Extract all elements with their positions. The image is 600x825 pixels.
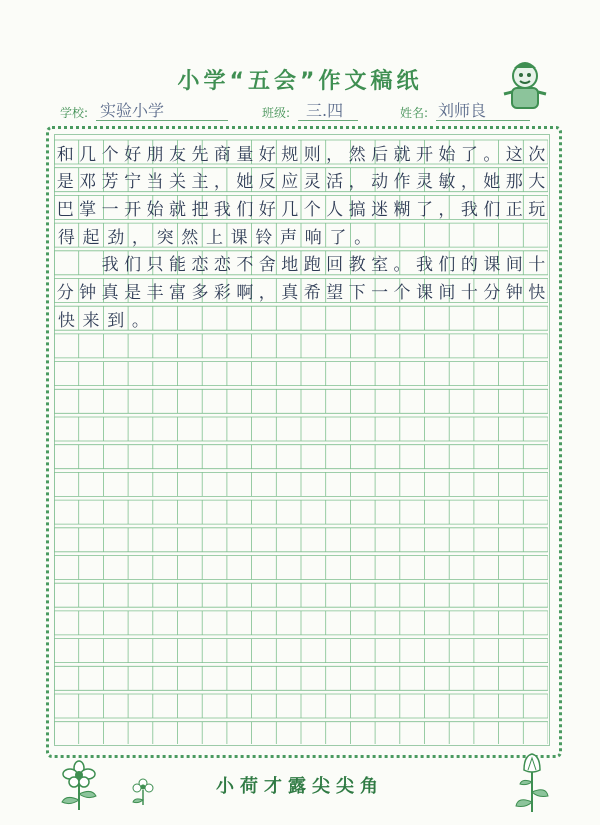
essay-line [54, 195, 548, 219]
essay-char: 起 [82, 227, 100, 248]
name-value: 刘师良 [438, 101, 487, 120]
essay-char: ， [348, 172, 366, 193]
essay-char: 我 [101, 255, 119, 276]
essay-char: 则 [303, 144, 321, 165]
essay-char [54, 251, 76, 275]
essay-char: 灵 [415, 172, 433, 193]
grid-row [54, 500, 548, 524]
small-flower-icon [130, 778, 156, 806]
essay-char: 我 [460, 199, 478, 220]
essay-char: 然 [348, 144, 366, 165]
essay-char: 彩 [213, 283, 231, 303]
name-label: 姓名: [400, 106, 429, 120]
essay-char: 课 [483, 255, 501, 276]
essay-char: 我 [213, 199, 231, 220]
essay-char: 间 [438, 283, 456, 303]
essay-char: 巴 [56, 199, 74, 220]
essay-char: 把 [191, 199, 209, 220]
essay-char: 。 [131, 310, 149, 331]
essay-char: 。 [393, 255, 411, 276]
essay-char: 这 [505, 144, 523, 165]
essay-char: 迷 [371, 199, 389, 220]
essay-char: 开 [124, 199, 142, 220]
grid-row [54, 528, 548, 552]
essay-char: 宁 [124, 172, 142, 193]
essay-char: 多 [191, 283, 209, 303]
essay-char: 来 [82, 310, 100, 331]
grid-row [54, 334, 548, 358]
essay-char: 应 [281, 172, 299, 193]
essay-char: 然 [181, 227, 199, 248]
essay-char: 糊 [393, 199, 411, 220]
essay-char: 了 [415, 199, 433, 220]
essay-char: 一 [371, 283, 389, 303]
essay-line [54, 168, 548, 192]
essay-char: 个 [393, 283, 411, 303]
essay-char: 大 [528, 172, 546, 193]
grid-row [54, 445, 548, 469]
essay-char: 那 [505, 172, 523, 193]
essay-char: 。 [483, 144, 501, 165]
essay-char: 十 [460, 283, 478, 303]
grid-row [54, 556, 548, 580]
essay-char: 规 [281, 144, 299, 165]
essay-char: 室 [371, 255, 389, 276]
essay-char: 上 [205, 227, 223, 248]
essay-char: 始 [146, 199, 164, 220]
grid-row [54, 694, 548, 718]
essay-char: 我 [415, 255, 433, 276]
essay-char: 主 [191, 172, 209, 193]
essay-char: 真 [101, 283, 119, 303]
essay-char: 的 [460, 255, 478, 276]
essay-line [54, 306, 548, 330]
essay-char: ， [460, 172, 478, 193]
essay-char: 下 [348, 283, 366, 303]
essay-char: 啊 [236, 283, 254, 303]
essay-char: 关 [168, 172, 186, 193]
essay-char: 几 [79, 144, 97, 165]
flower-icon [56, 760, 102, 812]
essay-char: 声 [280, 227, 298, 248]
grid-row [54, 611, 548, 635]
essay-line [54, 251, 548, 275]
essay-char: 铃 [255, 227, 273, 248]
essay-char: 先 [191, 144, 209, 165]
essay-char: 课 [415, 283, 433, 303]
essay-char: ， [258, 283, 276, 303]
essay-char: 恋 [191, 255, 209, 276]
grid-row [54, 362, 548, 386]
essay-char: 搞 [348, 199, 366, 220]
essay-char: 能 [168, 255, 186, 276]
page-title: 小学“五会”作文稿纸 [177, 69, 423, 94]
essay-char: 跑 [303, 255, 321, 276]
essay-char: 间 [505, 255, 523, 276]
essay-char: 朋 [146, 144, 164, 165]
grid-row [54, 639, 548, 663]
essay-char: 当 [146, 172, 164, 193]
essay-char: 快 [57, 310, 75, 331]
essay-char: 正 [505, 199, 523, 220]
essay-char: 好 [258, 199, 276, 220]
essay-char: 好 [124, 144, 142, 165]
essay-char: 望 [326, 283, 344, 303]
essay-char: 就 [393, 144, 411, 165]
essay-char: 活 [326, 172, 344, 193]
essay-char: 快 [528, 283, 546, 303]
essay-char: 了 [329, 227, 347, 248]
tulip-plant-icon [512, 752, 552, 814]
grid-row [54, 722, 548, 744]
grid-row [54, 389, 548, 413]
essay-char: ， [213, 172, 231, 193]
essay-char: 分 [56, 283, 74, 303]
essay-char: 地 [281, 255, 299, 276]
essay-char: 回 [326, 255, 344, 276]
essay-char [76, 251, 98, 275]
essay-char: 开 [415, 144, 433, 165]
essay-char: 芳 [101, 172, 119, 193]
essay-char: 劲 [107, 227, 125, 248]
essay-line [54, 140, 548, 164]
essay-char: 邓 [79, 172, 97, 193]
essay-char: 。 [354, 227, 372, 248]
essay-char: 突 [156, 227, 174, 248]
essay-char: 个 [303, 199, 321, 220]
essay-char: 舍 [258, 255, 276, 276]
class-value: 三.四 [306, 101, 344, 120]
essay-char: 真 [281, 283, 299, 303]
essay-char: 敏 [438, 172, 456, 193]
grid-row [54, 583, 548, 607]
footer-motto: 小荷才露尖尖角 [216, 776, 384, 797]
essay-char: 钟 [505, 283, 523, 303]
essay-char: ， [326, 144, 344, 165]
school-label: 学校: [60, 106, 89, 120]
school-value: 实验小学 [100, 101, 165, 120]
essay-char: 好 [258, 144, 276, 165]
essay-char: 个 [101, 144, 119, 165]
essay-char: 分 [483, 283, 501, 303]
essay-char: 几 [281, 199, 299, 220]
essay-char: 响 [304, 227, 322, 248]
essay-char: 只 [146, 255, 164, 276]
essay-char: 她 [483, 172, 501, 193]
essay-char: 丰 [146, 283, 164, 303]
essay-char: 掌 [79, 199, 97, 220]
essay-char: 友 [168, 144, 186, 165]
essay-char: 始 [438, 144, 456, 165]
essay-char: 们 [483, 199, 501, 220]
essay-char: 得 [57, 227, 75, 248]
essay-char: 到 [107, 310, 125, 331]
essay-char: 反 [258, 172, 276, 193]
essay-char: 希 [303, 283, 321, 303]
grid-row [54, 472, 548, 496]
essay-char: 就 [168, 199, 186, 220]
grid-row [54, 666, 548, 690]
essay-char: 后 [371, 144, 389, 165]
essay-char: 是 [56, 172, 74, 193]
essay-line [54, 223, 548, 247]
essay-char: 人 [326, 199, 344, 220]
essay-char: 了 [460, 144, 478, 165]
grid-row [54, 417, 548, 441]
essay-char: 恋 [213, 255, 231, 276]
essay-char: 们 [124, 255, 142, 276]
essay-char: 不 [236, 255, 254, 276]
essay-char: 动 [371, 172, 389, 193]
essay-char: 灵 [303, 172, 321, 193]
essay-char: 她 [236, 172, 254, 193]
essay-char: 课 [230, 227, 248, 248]
essay-char: 钟 [79, 283, 97, 303]
class-label: 班级: [262, 106, 291, 120]
essay-char: 一 [101, 199, 119, 220]
essay-char: ， [438, 199, 456, 220]
essay-char: 次 [528, 144, 546, 165]
essay-char: 们 [236, 199, 254, 220]
essay-char: ， [131, 227, 149, 248]
essay-char: 作 [393, 172, 411, 193]
essay-char: 是 [124, 283, 142, 303]
essay-char: 玩 [528, 199, 546, 220]
essay-char: 教 [348, 255, 366, 276]
essay-char: 量 [236, 144, 254, 165]
essay-line [54, 279, 548, 303]
essay-char: 和 [56, 144, 74, 165]
essay-char: 们 [438, 255, 456, 276]
essay-char: 富 [168, 283, 186, 303]
essay-char: 商 [213, 144, 231, 165]
essay-char: 十 [528, 255, 546, 276]
